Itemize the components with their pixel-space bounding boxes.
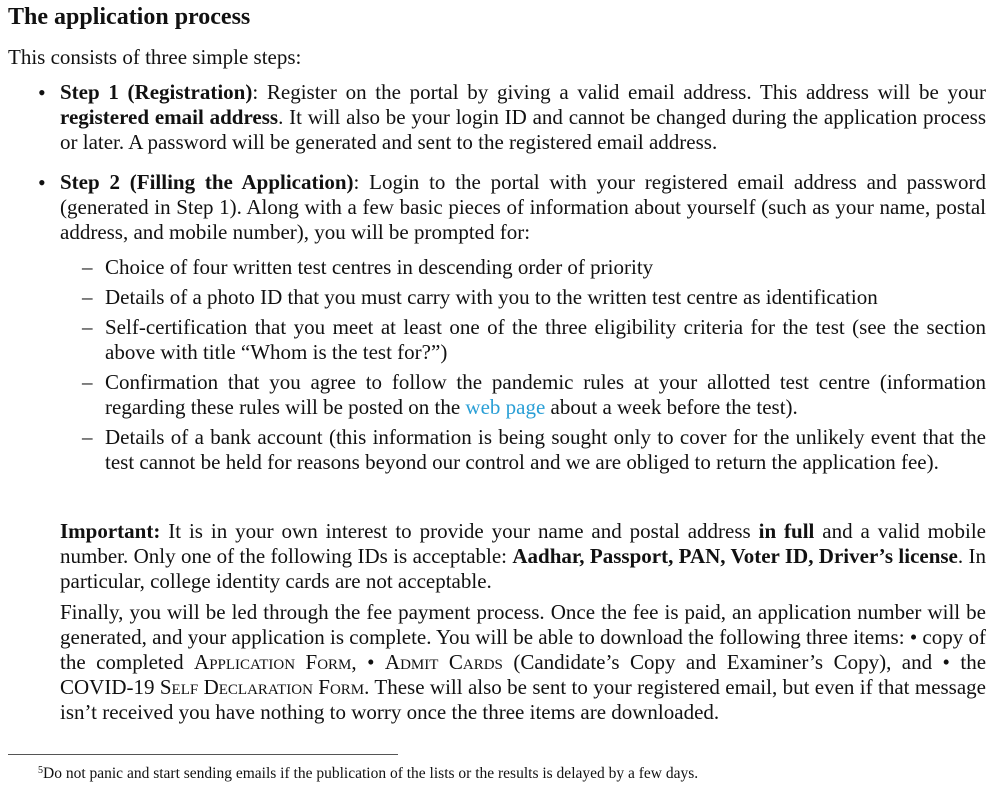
small-caps-text: Self Declaration Form [159, 675, 365, 699]
step-2-item [0, 170, 986, 475]
subitem-test-centres [60, 255, 986, 280]
text-segment: Confirmation that you agree to follow the pandemic rules at your allotted test centre (information regarding these rules will be posted on the [105, 370, 986, 419]
text-segment: Details of a photo ID that you must carry with you to the written test centre as identification [105, 285, 878, 309]
bold-text: Step 1 (Registration) [60, 80, 253, 104]
text-segment: Choice of four written test centres in descending order of priority [105, 255, 654, 279]
text-segment: about a week before the test). [545, 395, 798, 419]
text-segment: , • [351, 650, 385, 674]
text-segment: Self-certification that you meet at least one of the three eligibility criteria for the test (see the section above with title “Whom is the test for?”) [105, 315, 986, 364]
step-1-item [0, 80, 986, 155]
bold-text: in full [758, 519, 815, 543]
subitem-pandemic-rules [60, 370, 986, 420]
important-paragraph [60, 519, 986, 594]
footnote [38, 761, 698, 784]
text-segment: Finally, you will be led through the fee payment process. Once the fee is paid, an application number will be generated, and your application is complete. You will be able to download the following three items: • copy of the completed [60, 600, 986, 674]
text-segment: : Register on the portal by giving a valid email address. This address will be your [252, 80, 986, 104]
steps-list [0, 80, 986, 490]
text-segment: . It will also be your login ID and cannot be changed during the application process or later. A password will be generated and sent to the registered email address. [60, 105, 986, 154]
bold-text: Important: [60, 519, 161, 543]
text-segment: . In particular, college identity cards are not acceptable. [60, 544, 986, 593]
section-heading: The application process [8, 4, 251, 30]
text-segment: and a valid mobile number. Only one of the following IDs is acceptable: [60, 519, 986, 568]
text-segment: : Login to the portal with your registered email address and password (generated in Step 1). Along with a few basic pieces of information about yourself (such as your name, postal address, and mobile number), you will be prompted for: [60, 170, 987, 244]
subitem-photo-id [60, 285, 986, 310]
text-segment: (Candidate’s Copy and Examiner’s Copy), and • the COVID-19 [60, 650, 987, 699]
footnote-rule [8, 754, 398, 755]
small-caps-text: Admit Cards [384, 650, 503, 674]
bold-text: Step 2 (Filling the Application) [60, 170, 354, 194]
footnote-mark: 5 [38, 765, 43, 776]
footnote-text: Do not panic and start sending emails if the publication of the lists or the results is delayed by a few days. [43, 765, 699, 782]
subitem-self-certification [60, 315, 986, 365]
small-caps-text: Application Form [194, 650, 352, 674]
finally-paragraph [60, 600, 986, 725]
text-segment: Details of a bank account (this information is being sought only to cover for the unlikely event that the test cannot be held for reasons beyond our control and we are obliged to return the application fee). [105, 425, 986, 474]
intro-text: This consists of three simple steps: [8, 45, 302, 69]
step-2-sublist [60, 255, 986, 475]
text-segment: . These will also be sent to your registered email, but even if that message isn’t received you have nothing to worry once the three items are downloaded. [60, 675, 986, 724]
bold-text: Aadhar, Passport, PAN, Voter ID, Driver’s license [512, 544, 958, 568]
subitem-bank-account [60, 425, 986, 475]
text-segment: It is in your own interest to provide your name and postal address [160, 519, 759, 543]
bold-text: registered email address [60, 105, 279, 129]
web-page-link[interactable]: web page [465, 395, 546, 419]
